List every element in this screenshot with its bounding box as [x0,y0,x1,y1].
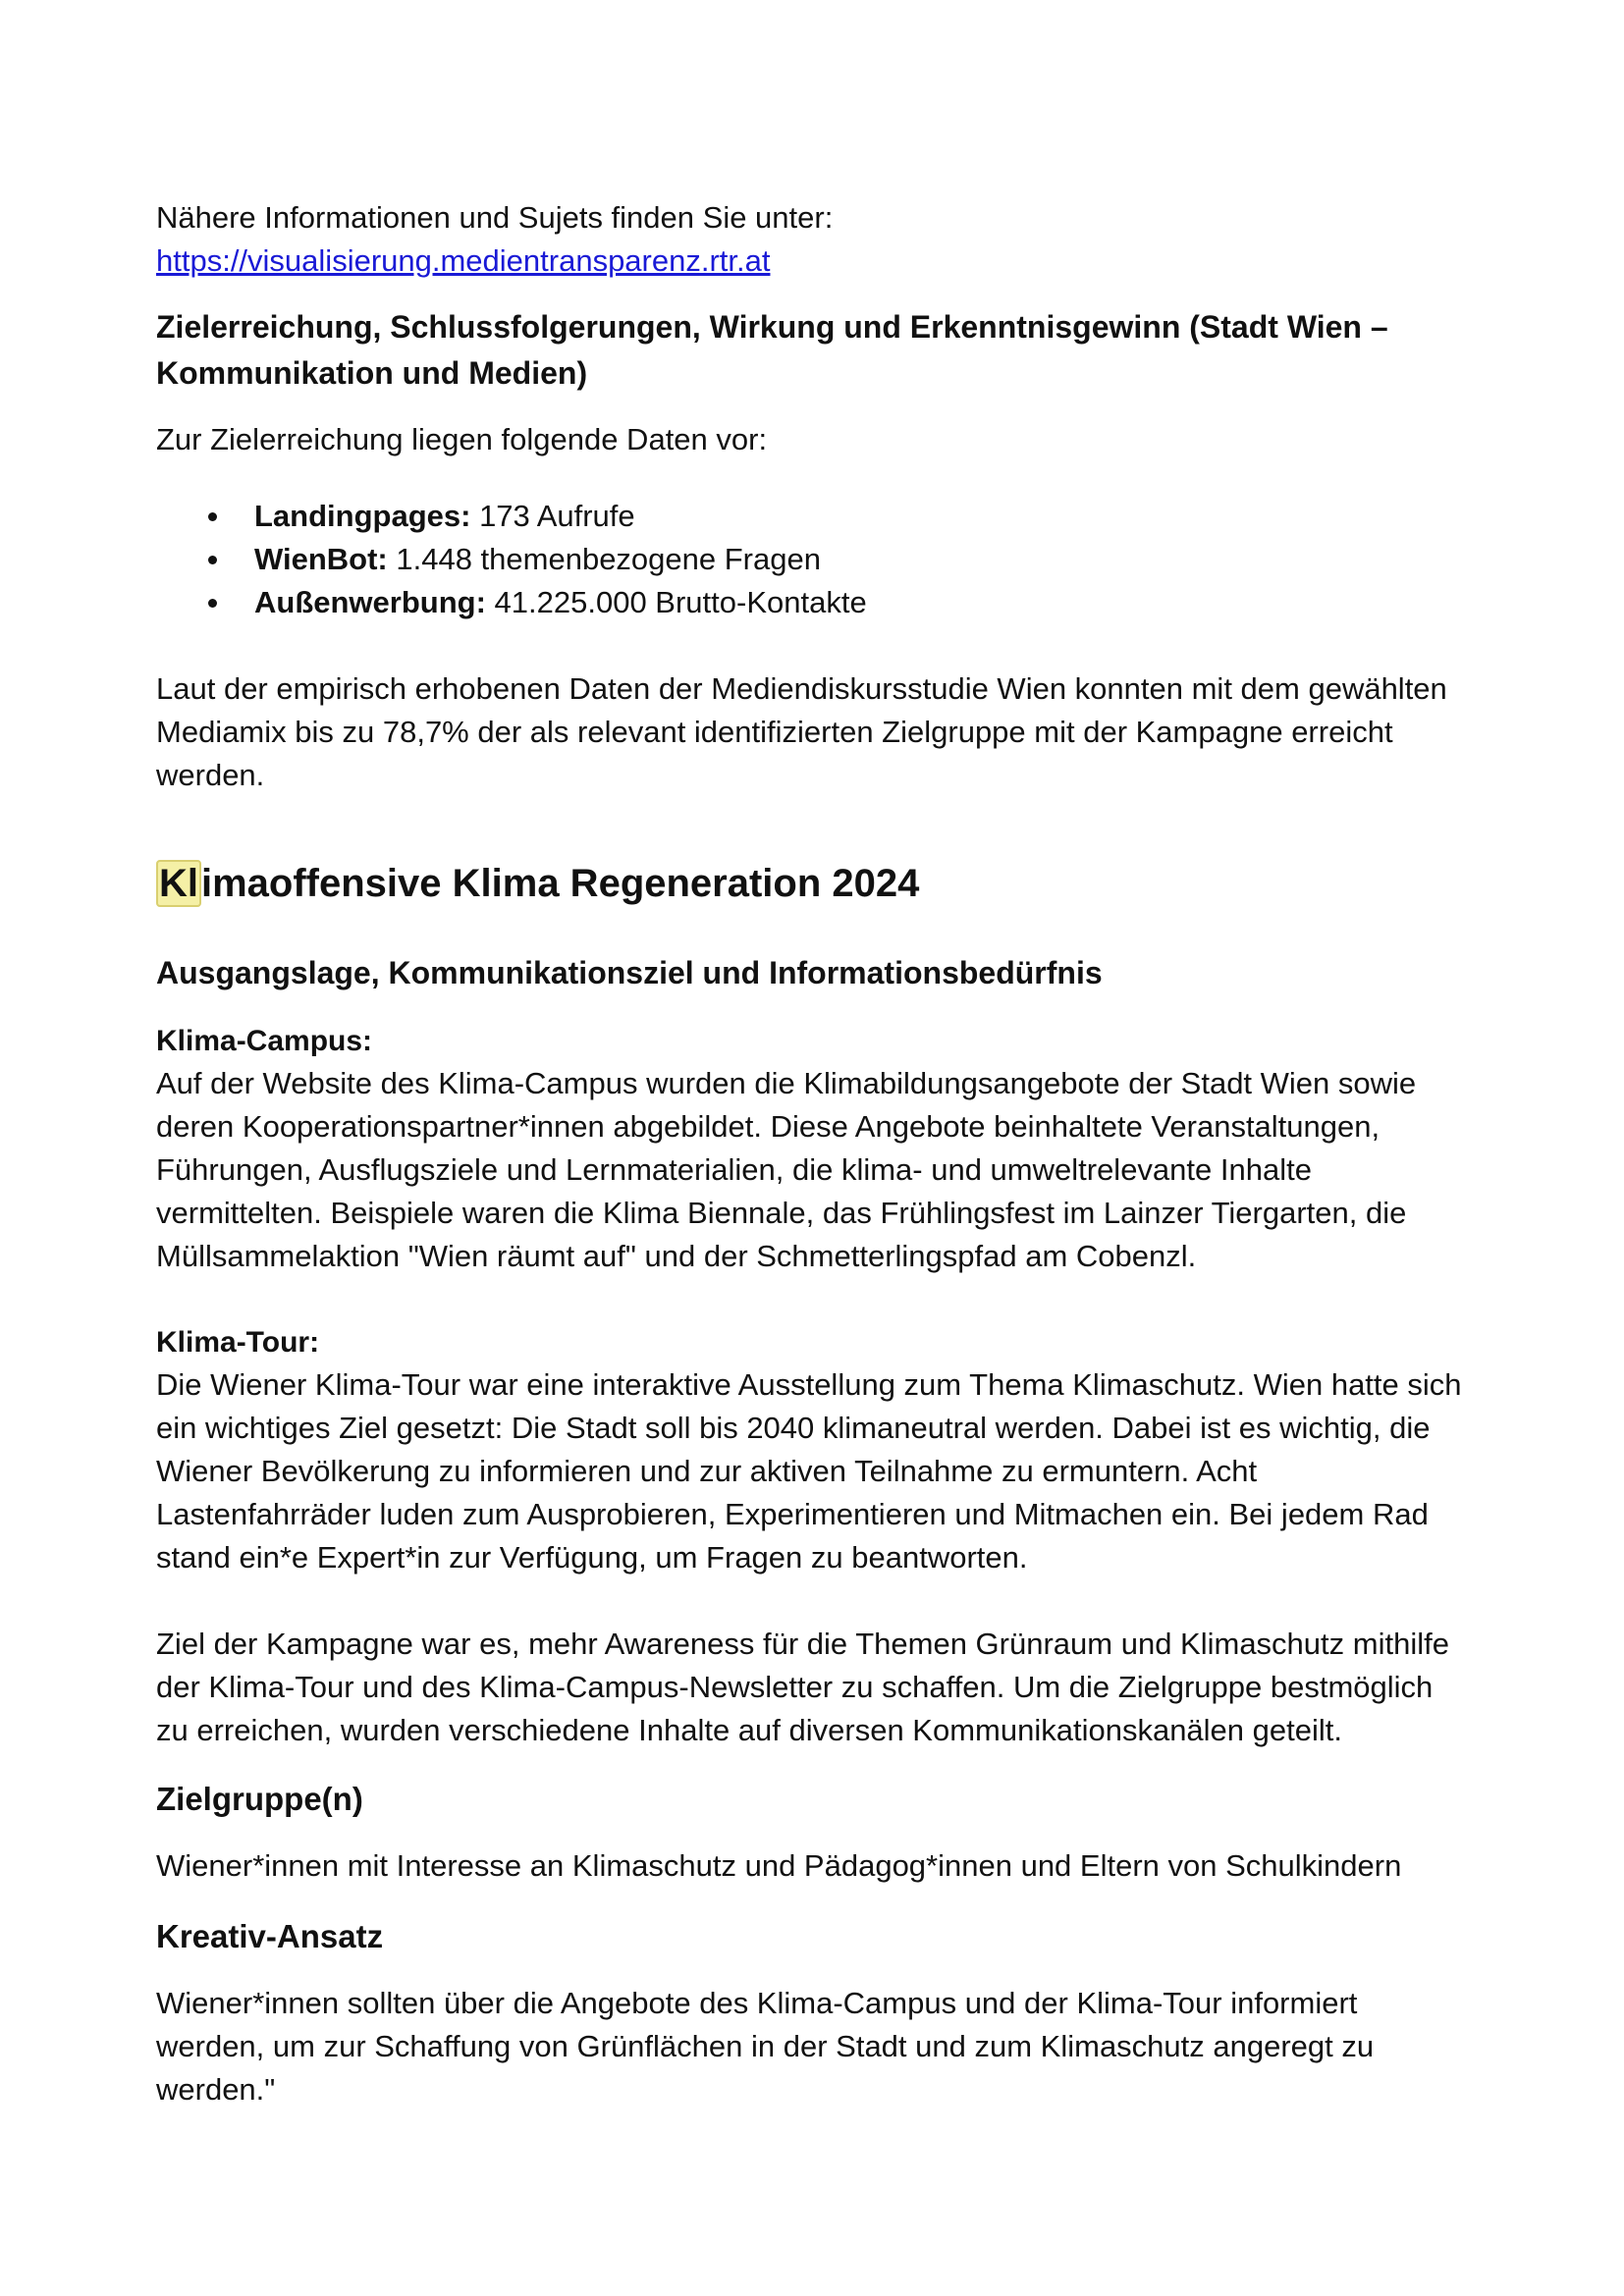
document-page [156,196,1472,2111]
bullet-value: 41.225.000 Brutto-Kontakte [485,585,867,619]
target-heading: Zielgruppe(n) [156,1781,363,1817]
campus-label: Klima-Campus: [156,1025,373,1057]
list-item [254,538,1472,581]
creative-text: Wiener*innen sollten über die Angebote des Klima-Campus und der Klima-Tour informiert werden, um zur Schaffung von Grünflächen in der Stadt und zum Klimaschutz angeregt zu werden." [156,1986,1375,2107]
list-item [254,495,1472,538]
intro-link-line [156,240,1472,283]
bullet-label: Außenwerbung: [254,585,486,619]
list-item [254,581,1472,624]
creative-heading: Kreativ-Ansatz [156,1918,384,1954]
bullet-value: 173 Aufrufe [470,499,635,533]
medientransparenz-link[interactable]: https://visualisierung.medientransparenz.rtr.at [156,243,771,278]
bullet-label: Landingpages: [254,499,471,533]
campaign-title [156,858,1472,909]
result-heading: Zielerreichung, Schlussfolgerungen, Wirkung und Erkenntnisgewinn (Stadt Wien – Kommunikation und Medien) [156,309,1388,391]
bullet-value: 1.448 themenbezogene Fragen [387,542,821,576]
tour-text: Die Wiener Klima-Tour war eine interaktive Ausstellung zum Thema Klimaschutz. Wien hatte sich ein wichtiges Ziel gesetzt: Die Stadt soll bis 2040 klimaneutral werden. Dabei ist es wichtig, die Wiener Bevölkerung zu informieren und zur aktiven Teilnahme zu ermuntern. Acht Lastenfahrräder luden zum Ausprobieren, Experimentieren und Mitmachen ein. Bei jedem Rad stand ein*e Expert*in zur Verfügung, um Fragen zu beantworten. [156,1367,1462,1575]
result-summary: Laut der empirisch erhobenen Daten der Mediendiskursstudie Wien konnten mit dem gewählten Mediamix bis zu 78,7% der als relevant identifizierten Zielgruppe mit der Kampagne erreicht werden. [156,671,1447,792]
campaign-title-rest: imaoffensive Klima Regeneration 2024 [201,862,920,905]
intro-text: Nähere Informationen und Sujets finden Sie unter: [156,200,834,235]
campus-text: Auf der Website des Klima-Campus wurden die Klimabildungsangebote der Stadt Wien sowie deren Kooperationspartner*innen abgebildet. Diese Angebote beinhaltete Veranstaltungen, Führungen, Ausflugsziele und Lernmaterialien, die klima- und umweltrelevante Inhalte vermittelten. Beispiele waren die Klima Biennale, das Frühlingsfest im Lainzer Tiergarten, die Müllsammelaktion "Wien räumt auf" und der Schmetterlingspfad am Cobenzl. [156,1066,1417,1273]
result-list [156,495,1472,624]
goal-text: Ziel der Kampagne war es, mehr Awareness für die Themen Grünraum und Klimaschutz mithilfe der Klima-Tour und des Klima-Campus-Newsletter zu schaffen. Um die Zielgruppe bestmöglich zu erreichen, wurden verschiedene Inhalte auf diversen Kommunikationskanälen geteilt. [156,1627,1449,1747]
tour-label: Klima-Tour: [156,1326,320,1359]
target-text: Wiener*innen mit Interesse an Klimaschutz und Pädagog*innen und Eltern von Schulkindern [156,1848,1402,1883]
highlight-mark: Kl [156,860,201,907]
result-lead: Zur Zielerreichung liegen folgende Daten vor: [156,422,768,456]
bullet-label: WienBot: [254,542,388,576]
situation-heading: Ausgangslage, Kommunikationsziel und Informationsbedürfnis [156,955,1103,990]
